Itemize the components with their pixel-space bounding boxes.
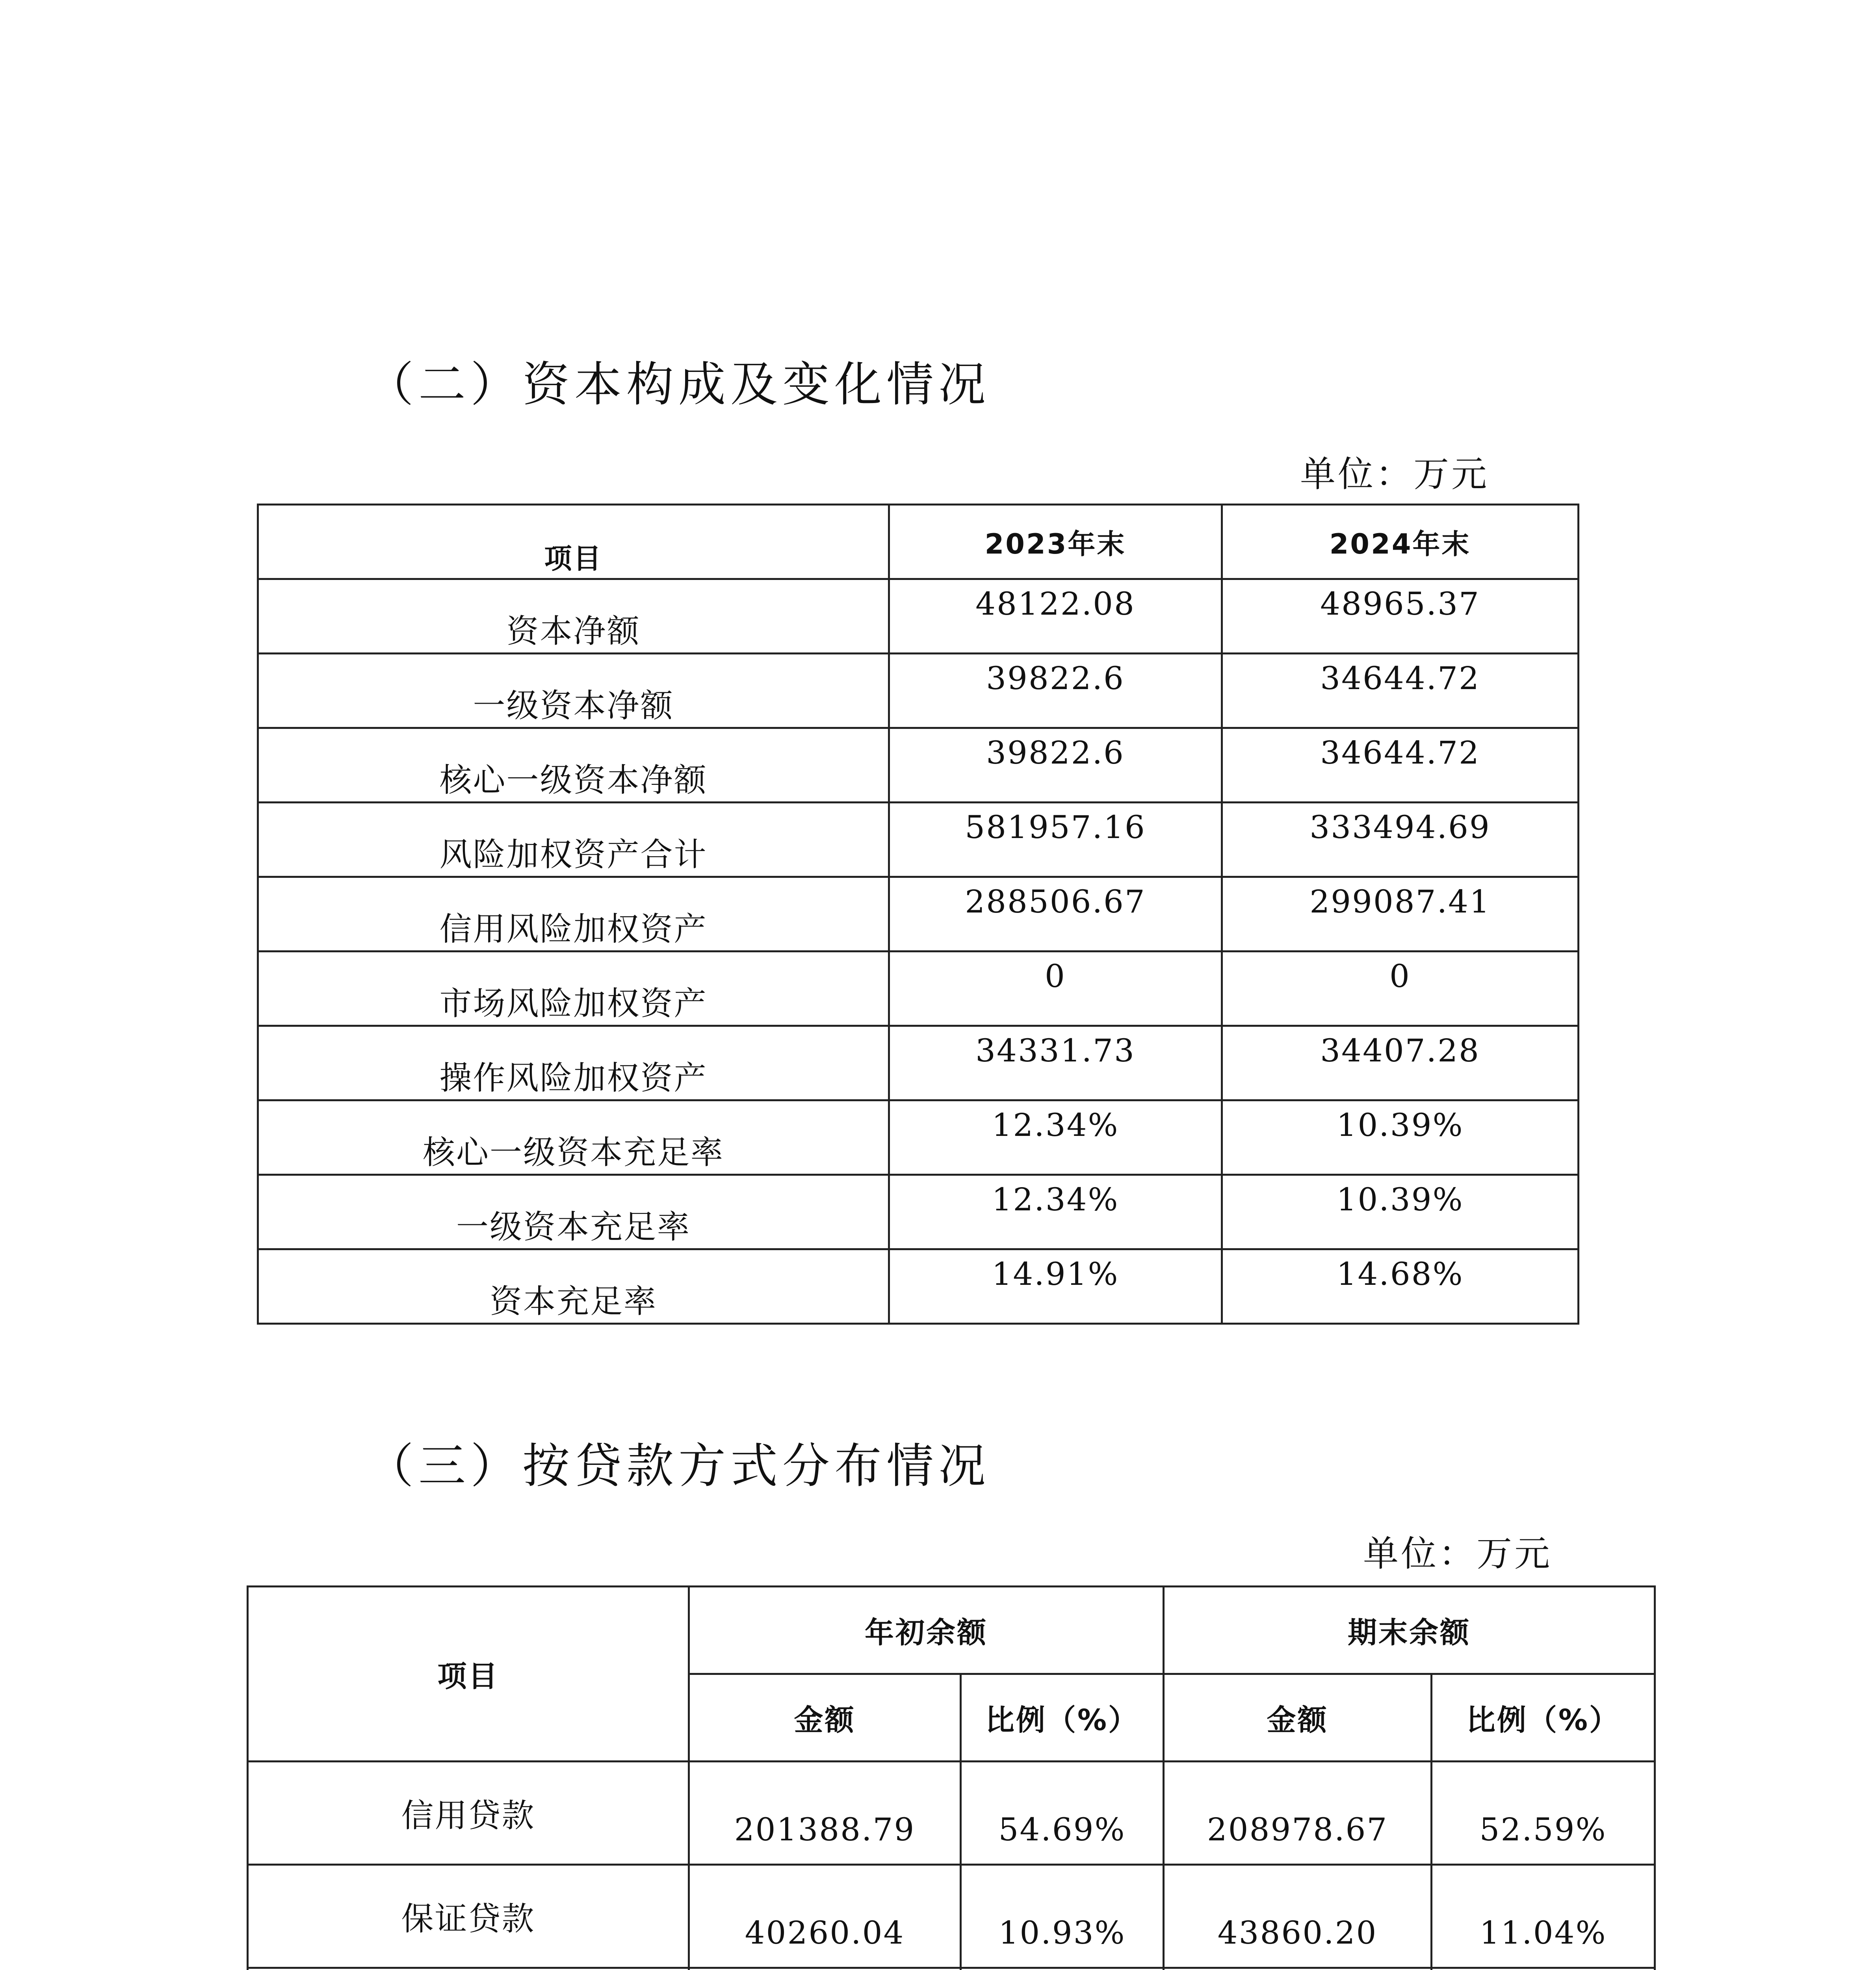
loan-header-item: 项目: [248, 1587, 689, 1762]
section2-title: （二）资本构成及变化情况: [366, 357, 990, 412]
value-2023: 12.34%: [889, 1100, 1222, 1175]
table-row: [258, 1175, 1579, 1249]
value-2023: 14.91%: [889, 1249, 1222, 1324]
table-row: [258, 1249, 1579, 1324]
start-ratio: 54.69%: [961, 1762, 1164, 1865]
section3-title: （三）按贷款方式分布情况: [366, 1439, 990, 1494]
end-ratio: 11.04%: [1432, 1865, 1655, 1968]
value-2024: 10.39%: [1222, 1100, 1579, 1175]
value-2023: 39822.6: [889, 654, 1222, 728]
row-label: 市场风险加权资产: [258, 952, 889, 1026]
value-2023: 34331.73: [889, 1026, 1222, 1100]
row-label: 一级资本充足率: [258, 1175, 889, 1249]
loan-header-start-amount: 金额: [689, 1674, 961, 1762]
value-2024: 34644.72: [1222, 728, 1579, 803]
loan-header-start-ratio: 比例（%）: [961, 1674, 1164, 1762]
row-label: [248, 1968, 689, 1970]
value-2024: 48965.37: [1222, 579, 1579, 654]
row-label: 一级资本净额: [258, 654, 889, 728]
row-label: 操作风险加权资产: [258, 1026, 889, 1100]
section3-unit: 单位：万元: [1363, 1533, 1552, 1574]
value-2024: 14.68%: [1222, 1249, 1579, 1324]
table-row: [248, 1762, 1655, 1865]
value-2024: 34407.28: [1222, 1026, 1579, 1100]
value-2024: 299087.41: [1222, 877, 1579, 952]
value-2024: 333494.69: [1222, 803, 1579, 877]
value-2024: 10.39%: [1222, 1175, 1579, 1249]
table-row: [258, 728, 1579, 803]
value-2024: 34644.72: [1222, 654, 1579, 728]
section2-unit: 单位：万元: [1300, 453, 1489, 495]
row-label: 核心一级资本净额: [258, 728, 889, 803]
value-2023: 48122.08: [889, 579, 1222, 654]
row-label: 核心一级资本充足率: [258, 1100, 889, 1175]
start-amount: [689, 1968, 961, 1970]
table-row: [258, 1026, 1579, 1100]
table-row: [248, 1968, 1655, 1970]
row-label: 资本净额: [258, 579, 889, 654]
table-row: [258, 579, 1579, 654]
row-label: 信用风险加权资产: [258, 877, 889, 952]
end-amount: [1164, 1968, 1432, 1970]
row-label: 保证贷款: [248, 1865, 689, 1968]
start-ratio: 10.93%: [961, 1865, 1164, 1968]
start-ratio: [961, 1968, 1164, 1970]
loan-method-table: [247, 1585, 1656, 1970]
start-amount: 201388.79: [689, 1762, 961, 1865]
value-2023: 39822.6: [889, 728, 1222, 803]
table-row: [258, 1100, 1579, 1175]
capital-header-item: 项目: [258, 505, 889, 579]
table-row: [258, 803, 1579, 877]
row-label: 风险加权资产合计: [258, 803, 889, 877]
row-label: 资本充足率: [258, 1249, 889, 1324]
value-2024: 0: [1222, 952, 1579, 1026]
value-2023: 581957.16: [889, 803, 1222, 877]
loan-header-end: 期末余额: [1164, 1587, 1655, 1674]
start-amount: 40260.04: [689, 1865, 961, 1968]
capital-table-header: [258, 505, 1579, 579]
loan-table-header-row1: [248, 1587, 1655, 1674]
end-amount: 208978.67: [1164, 1762, 1432, 1865]
table-row: [258, 877, 1579, 952]
capital-header-2024: 2024年末: [1222, 505, 1579, 579]
loan-header-end-ratio: 比例（%）: [1432, 1674, 1655, 1762]
end-amount: 43860.20: [1164, 1865, 1432, 1968]
row-label: 信用贷款: [248, 1762, 689, 1865]
value-2023: 0: [889, 952, 1222, 1026]
table-row: [258, 654, 1579, 728]
value-2023: 12.34%: [889, 1175, 1222, 1249]
capital-table: [257, 504, 1579, 1325]
value-2023: 288506.67: [889, 877, 1222, 952]
end-ratio: [1432, 1968, 1655, 1970]
end-ratio: 52.59%: [1432, 1762, 1655, 1865]
loan-header-end-amount: 金额: [1164, 1674, 1432, 1762]
capital-header-2023: 2023年末: [889, 505, 1222, 579]
table-row: [258, 952, 1579, 1026]
loan-header-start: 年初余额: [689, 1587, 1164, 1674]
table-row: [248, 1865, 1655, 1968]
